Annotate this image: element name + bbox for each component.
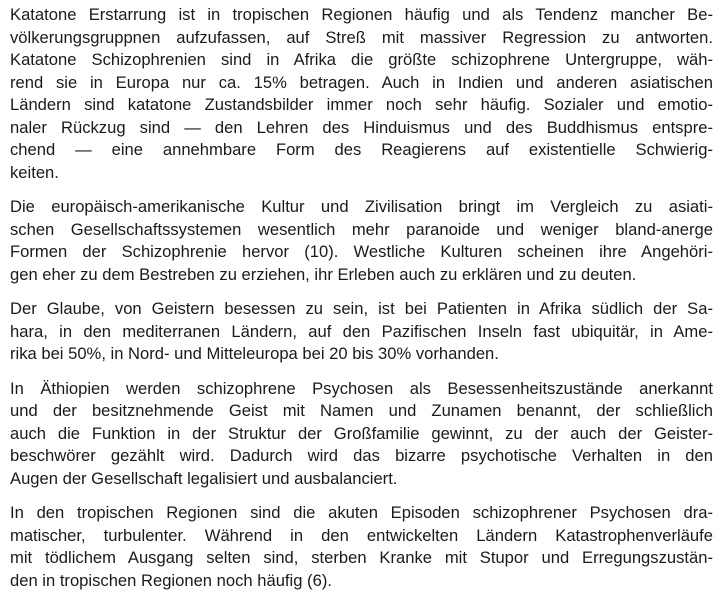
text-line: Ländern sind katatone Zustandsbilder immer noch sehr häufig. Sozialer und emotio-	[10, 95, 713, 114]
text-line: In den tropischen Regionen sind die akuten Episoden schizophrener Psychosen dra-	[10, 503, 713, 522]
paragraph-1	[10, 4, 713, 184]
paragraph-5	[10, 502, 713, 592]
text-line: chend — eine annehmbare Form des Reagierens auf existentielle Schwierig-	[10, 140, 713, 159]
text-line: matischer, turbulenter. Während in den entwickelten Ländern Katastrophenverläufe	[10, 525, 713, 545]
paragraph-2	[10, 196, 713, 286]
text-line: schen Gesellschaftssystemen wesentlich mehr paranoide und weniger bland-anerge	[10, 219, 713, 239]
text-line: mit tödlichem Ausgang selten sind, sterben Kranke mit Stupor und Erregungszustän-	[10, 548, 713, 567]
text-line: Die europäisch-amerikanische Kultur und Zivilisation bringt im Vergleich zu asiati-	[10, 197, 713, 216]
text-line: naler Rückzug sind — den Lehren des Hinduismus und des Buddhismus entspre-	[10, 117, 713, 137]
text-line: und der besitznehmende Geist mit Namen und Zunamen benannt, der schließlich	[10, 401, 713, 420]
text-line: Katatone Erstarrung ist in tropischen Regionen häufig und als Tendenz mancher Be-	[10, 5, 713, 24]
text-line: gen eher zu dem Bestreben zu erziehen, ihr Erleben auch zu erklären und zu deuten.	[10, 264, 637, 284]
text-line: keiten.	[10, 162, 59, 182]
text-line: völkerungsgruppnen aufzufassen, auf Streß mit massiver Regression zu antworten.	[10, 27, 713, 47]
text-line: Augen der Gesellschaft legalisiert und ausbalanciert.	[10, 468, 398, 488]
text-line: In Äthiopien werden schizophrene Psychosen als Besessenheitszustände anerkannt	[10, 378, 713, 398]
text-line: den in tropischen Regionen noch häufig (6).	[10, 570, 332, 590]
text-line: Formen der Schizophrenie hervor (10). Westliche Kulturen scheinen ihre Angehöri-	[10, 242, 713, 261]
text-line: rend sie in Europa nur ca. 15% betragen. Auch in Indien und anderen asiatischen	[10, 72, 713, 92]
paragraph-3	[10, 298, 713, 366]
text-line: rika bei 50%, in Nord- und Mitteleuropa bei 20 bis 30% vorhanden.	[10, 344, 499, 363]
text-line: Der Glaube, von Geistern besessen zu sein, ist bei Patienten in Afrika südlich der Sa-	[10, 299, 713, 318]
text-line: beschwörer gezählt wird. Dadurch wird das bizarre psychotische Verhalten in den	[10, 446, 713, 465]
text-line: Katatone Schizophrenien sind in Afrika die größte schizophrene Untergruppe, wäh-	[10, 50, 713, 69]
paragraph-4	[10, 378, 713, 491]
text-line: hara, in den mediterranen Ländern, auf den Pazifischen Inseln fast ubiquitär, in Ame-	[10, 321, 713, 341]
text-line: auch die Funktion in der Struktur der Großfamilie gewinnt, zu der auch der Geister-	[10, 423, 713, 443]
